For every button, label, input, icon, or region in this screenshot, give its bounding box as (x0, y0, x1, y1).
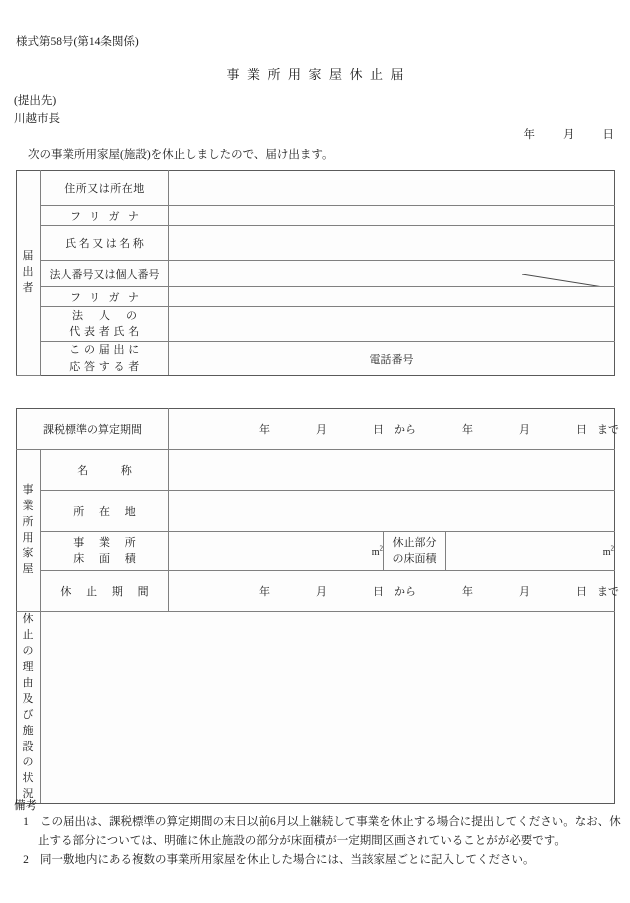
to-month-label: 月 (519, 586, 530, 598)
suspended-area-unit: $m^2$ (602, 544, 614, 558)
date-year-label: 年 (523, 129, 535, 141)
diagonal-strike-icon (522, 274, 614, 287)
tax-period-input[interactable] (169, 409, 619, 450)
floor-area-label (41, 532, 169, 571)
side-label-char: 所 (22, 515, 35, 528)
address-input[interactable] (169, 171, 615, 206)
remark-number: 1 (23, 816, 29, 828)
furigana-input-2[interactable] (169, 287, 615, 307)
side-label-char: 出 (22, 266, 35, 279)
table-row (17, 307, 615, 342)
furigana-input-1[interactable] (169, 206, 615, 226)
table-row (17, 206, 615, 226)
floor-area-unit: $m^2$ (371, 544, 383, 558)
reason-label-char: の (22, 756, 35, 769)
phone-number-input[interactable]: 電話番号 (169, 342, 615, 376)
list-item (14, 851, 622, 870)
submission-date-line (524, 126, 615, 142)
side-label-char: 業 (22, 499, 35, 512)
address-label: 住所又は所在地 (41, 171, 169, 206)
responder-label-line2: 応 答 す る 者 (69, 360, 140, 373)
notifier-table (16, 170, 615, 376)
tax-period-date-run (169, 421, 619, 437)
to-year-label: 年 (462, 586, 473, 598)
corporate-number-input[interactable] (169, 261, 615, 287)
notifier-side-label (17, 171, 41, 376)
table-row (17, 342, 615, 376)
from-year-label: 年 (259, 424, 270, 436)
suspend-period-date-run (169, 583, 619, 599)
reason-input[interactable] (41, 612, 615, 804)
table-row (17, 491, 615, 532)
name-label: 氏名又は名称 (41, 226, 169, 261)
date-day-label: 日 (602, 129, 614, 141)
to-day-label: 日 (576, 424, 587, 436)
suspended-area-label-line1: 休止部分 (392, 536, 437, 549)
table-row (17, 226, 615, 261)
corporate-number-label: 法人番号又は個人番号 (41, 261, 169, 287)
reason-side-label (17, 612, 41, 804)
property-location-label: 所 在 地 (41, 491, 169, 532)
list-item (14, 813, 622, 850)
reason-label-char: 及 (22, 692, 35, 705)
remark-text: 同一敷地内にある複数の事業所用家屋を休止した場合には、当該家屋ごとに記入してください。 (40, 854, 535, 867)
responder-label (41, 342, 169, 376)
intro-sentence: 次の事業所用家屋(施設)を休止しましたので、届け出ます。 (28, 149, 334, 161)
representative-input[interactable] (169, 307, 615, 342)
table-row (17, 261, 615, 287)
table-row (17, 612, 615, 804)
table-row (17, 171, 615, 206)
property-name-input[interactable] (169, 450, 615, 491)
date-month-label: 月 (563, 129, 575, 141)
from-day-label: 日 (373, 424, 384, 436)
property-location-input[interactable] (169, 491, 615, 532)
to-year-label: 年 (462, 424, 473, 436)
suspended-area-label-line2: の床面積 (392, 553, 437, 565)
reason-label-char: 施 (22, 724, 35, 737)
representative-label (41, 307, 169, 342)
table-row (17, 450, 615, 491)
remarks-title: 備考 (14, 800, 37, 812)
page-title: 事業所用家屋休止届 (226, 67, 411, 82)
from-word-label: から (394, 424, 416, 436)
floor-area-input[interactable] (169, 532, 384, 571)
from-word-label: から (394, 586, 416, 598)
side-label-char: 屋 (22, 563, 35, 576)
from-month-label: 月 (316, 424, 327, 436)
from-year-label: 年 (259, 586, 270, 598)
responder-label-line1: こ の 届 出 に (69, 344, 140, 356)
side-label-char: 家 (22, 547, 35, 560)
suspended-area-label (384, 532, 446, 571)
property-side-label (17, 450, 41, 612)
suspended-area-input[interactable] (446, 532, 615, 571)
to-word-label: まで (597, 424, 619, 436)
submit-to-recipient: 川越市長 (14, 113, 60, 125)
remark-number: 2 (23, 854, 29, 867)
reason-label-char: 休 (22, 613, 35, 625)
tax-period-label: 課税標準の算定期間 (17, 409, 169, 450)
side-label-char: 者 (22, 281, 35, 294)
table-row (17, 287, 615, 307)
floor-area-label-line1: 事 業 所 (73, 536, 142, 549)
table-row (17, 571, 615, 612)
suspend-period-label: 休 止 期 間 (41, 571, 169, 612)
reason-label-char: 状 (22, 772, 35, 785)
reason-label-char: 由 (22, 676, 35, 689)
floor-area-label-line2: 床 面 積 (73, 553, 142, 565)
reason-label-char: 設 (22, 740, 35, 753)
side-label-char: 事 (22, 483, 35, 496)
form-number: 様式第58号(第14条関係) (16, 36, 139, 48)
to-day-label: 日 (576, 586, 587, 598)
from-month-label: 月 (316, 586, 327, 598)
furigana-label-1: フリガナ (41, 206, 169, 226)
from-day-label: 日 (373, 586, 384, 598)
to-month-label: 月 (519, 424, 530, 436)
reason-label-char: 止 (22, 628, 35, 641)
reason-label-char: 況 (22, 788, 35, 801)
reason-label-char: の (22, 644, 35, 657)
reason-label-char: 理 (22, 660, 35, 673)
remark-text: この届出は、課税標準の算定期間の末日以前6月以上継続して事業を休止する場合に提出してください。なお、休止する部分については、明確に休止施設の部分が床面積が一定期間区画されていることがが必要です。 (38, 816, 621, 847)
to-word-label: まで (597, 586, 619, 598)
representative-label-line1: 法 人 の (72, 309, 140, 322)
property-table (16, 408, 619, 804)
furigana-label-2: フリガナ (41, 287, 169, 307)
table-row (17, 409, 615, 450)
side-label-char: 用 (22, 531, 35, 544)
suspend-period-input[interactable] (169, 571, 619, 612)
property-name-label: 名 称 (41, 450, 169, 491)
remarks-list (14, 813, 622, 871)
side-label-char: 届 (22, 250, 35, 263)
submit-to-label: (提出先) (14, 95, 57, 107)
table-row (17, 532, 615, 571)
representative-label-line2: 代 表 者 氏 名 (69, 326, 140, 338)
name-input[interactable] (169, 226, 615, 261)
reason-label-char: び (22, 708, 35, 721)
